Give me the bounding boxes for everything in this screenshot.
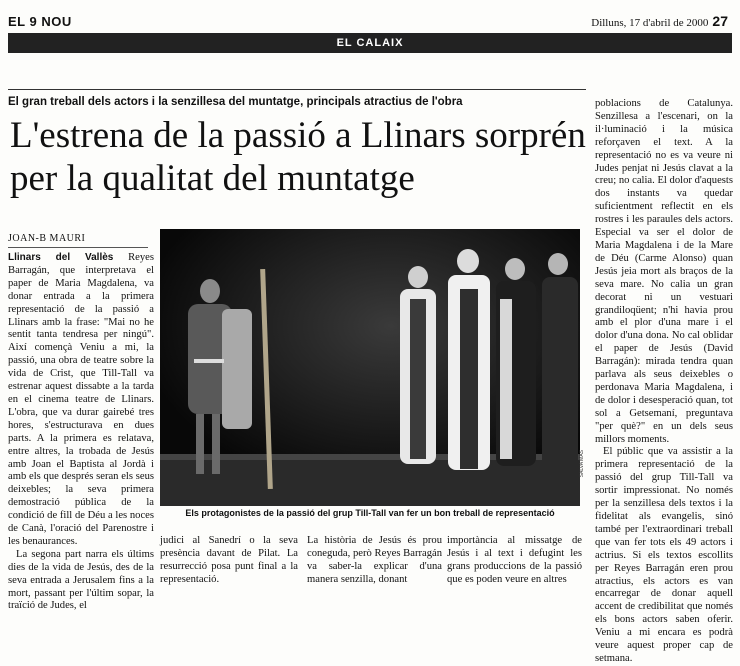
section-title: EL 9 NOU	[8, 14, 72, 29]
article-headline: L'estrena de la passió a Llinars sorprén per la qualitat del muntatge	[10, 115, 586, 199]
body-text: La segona part narra els últims dies de la vida de Jesús, des de la seva entrada a Jerusalem fins a la mort, passant per l'últim sopar, la traïció de Judes, el	[8, 548, 154, 612]
dateline: Llinars del Vallès	[8, 252, 114, 263]
divider	[8, 247, 148, 248]
page-date-number	[591, 13, 728, 29]
article-column-4: importància al missatge de Jesús i al text i defugint les grans produccions de la passió que es poden veure en altres	[447, 535, 582, 585]
divider	[8, 89, 586, 90]
body-text: Reyes Barragán, que interpretava el paper de Maria Magdalena, va donar entrada a la primera representació de la passió a Llinars amb la frase: "Mai no he sentit tanta tendresa per ningú". Així començà Veniu a mi, la passió, una obra de teatre sobre la vida de Crist, que Till-Tall va estrenar aquest dissabte a la tarda en el cinema teatre de Llinars. L'obra, que va durar gairebé tres hores, s'estructurava en dues parts. A la primera es relatava, entre altres, la trobada de Jesús amb Joan el Baptista al Jordà i amb els que després seran els seus deixebles; la seva primera demostració pública de la condició de fill de Déu a les noces de Canà, l'oració del Parenostre i les benaurances.	[8, 252, 154, 547]
article-author: JOAN-B MAURI	[8, 233, 86, 244]
issue-date: Dilluns, 17 d'abril de 2000	[591, 17, 709, 29]
article-column-2: judici al Sanedrí o la seva presència davant de Pilat. La resurrecció posa punt final a la representació.	[160, 535, 298, 585]
photo-illustration	[160, 229, 580, 506]
page-number: 27	[712, 13, 728, 29]
article-column-3: La història de Jesús és prou coneguda, però Reyes Barragán va saber-la explicar d'una manera senzilla, donant	[307, 535, 442, 585]
article-column-1	[8, 252, 154, 612]
photo-caption: Els protagonistes de la passió del grup Till-Tall van fer un bon treball de representació	[185, 508, 555, 518]
article-kicker: El gran treball dels actors i la senzillesa del muntatge, principals atractius de l'obra	[8, 96, 463, 108]
photo-credit: SALVA MAS	[579, 450, 585, 478]
section-banner: EL CALAIX	[8, 33, 732, 53]
article-photo	[160, 229, 580, 506]
body-text: El públic que va assistir a la primera representació de la passió del grup Till-Tall va sortir impressionat. No només per la senzillesa dels textos i la fidelitat als evangelis, sinó també per l'extraordinari treball que van fer tots els 49 actors i actrius. Si els textos escollits per Reyes Barragán eren prou atractius, els actors es van encarregar de donar aquell accent de credibilitat que només els bons actors saben oferir. Veniu a mi encara es podrà veure aquest proper cap de setmana.	[595, 446, 733, 664]
article-column-5	[595, 98, 733, 664]
body-text: poblacions de Catalunya. Senzillesa a l'escenari, on la il·luminació i la música reforçaven el text. A la representació no es va veure ni Judes penjat ni Jesús clavat a la creu; no calia. El dolor d'aquests dos instants va quedar suficientment reflectit en els rostres i les paraules dels actors. Especial va ser el dolor de Maria Magdalena i de la Mare de Déu (Carme Alonso) quan Jesús jeia mort als braços de la seva mare. No calia un gran decorat ni un vestuari grandiloqüent; n'hi havia prou amb el plor d'una mare i el dolor d'una dona. No cal oblidar el paper de Jesús (David Barragán): mirada tendra quan parlava als seus deixebles o perdonava Maria Magdalena, i de dolor i desesperació quan, tot sol a Getsemaní, preguntava "per què?" en un dels seus millors moments.	[595, 98, 733, 445]
